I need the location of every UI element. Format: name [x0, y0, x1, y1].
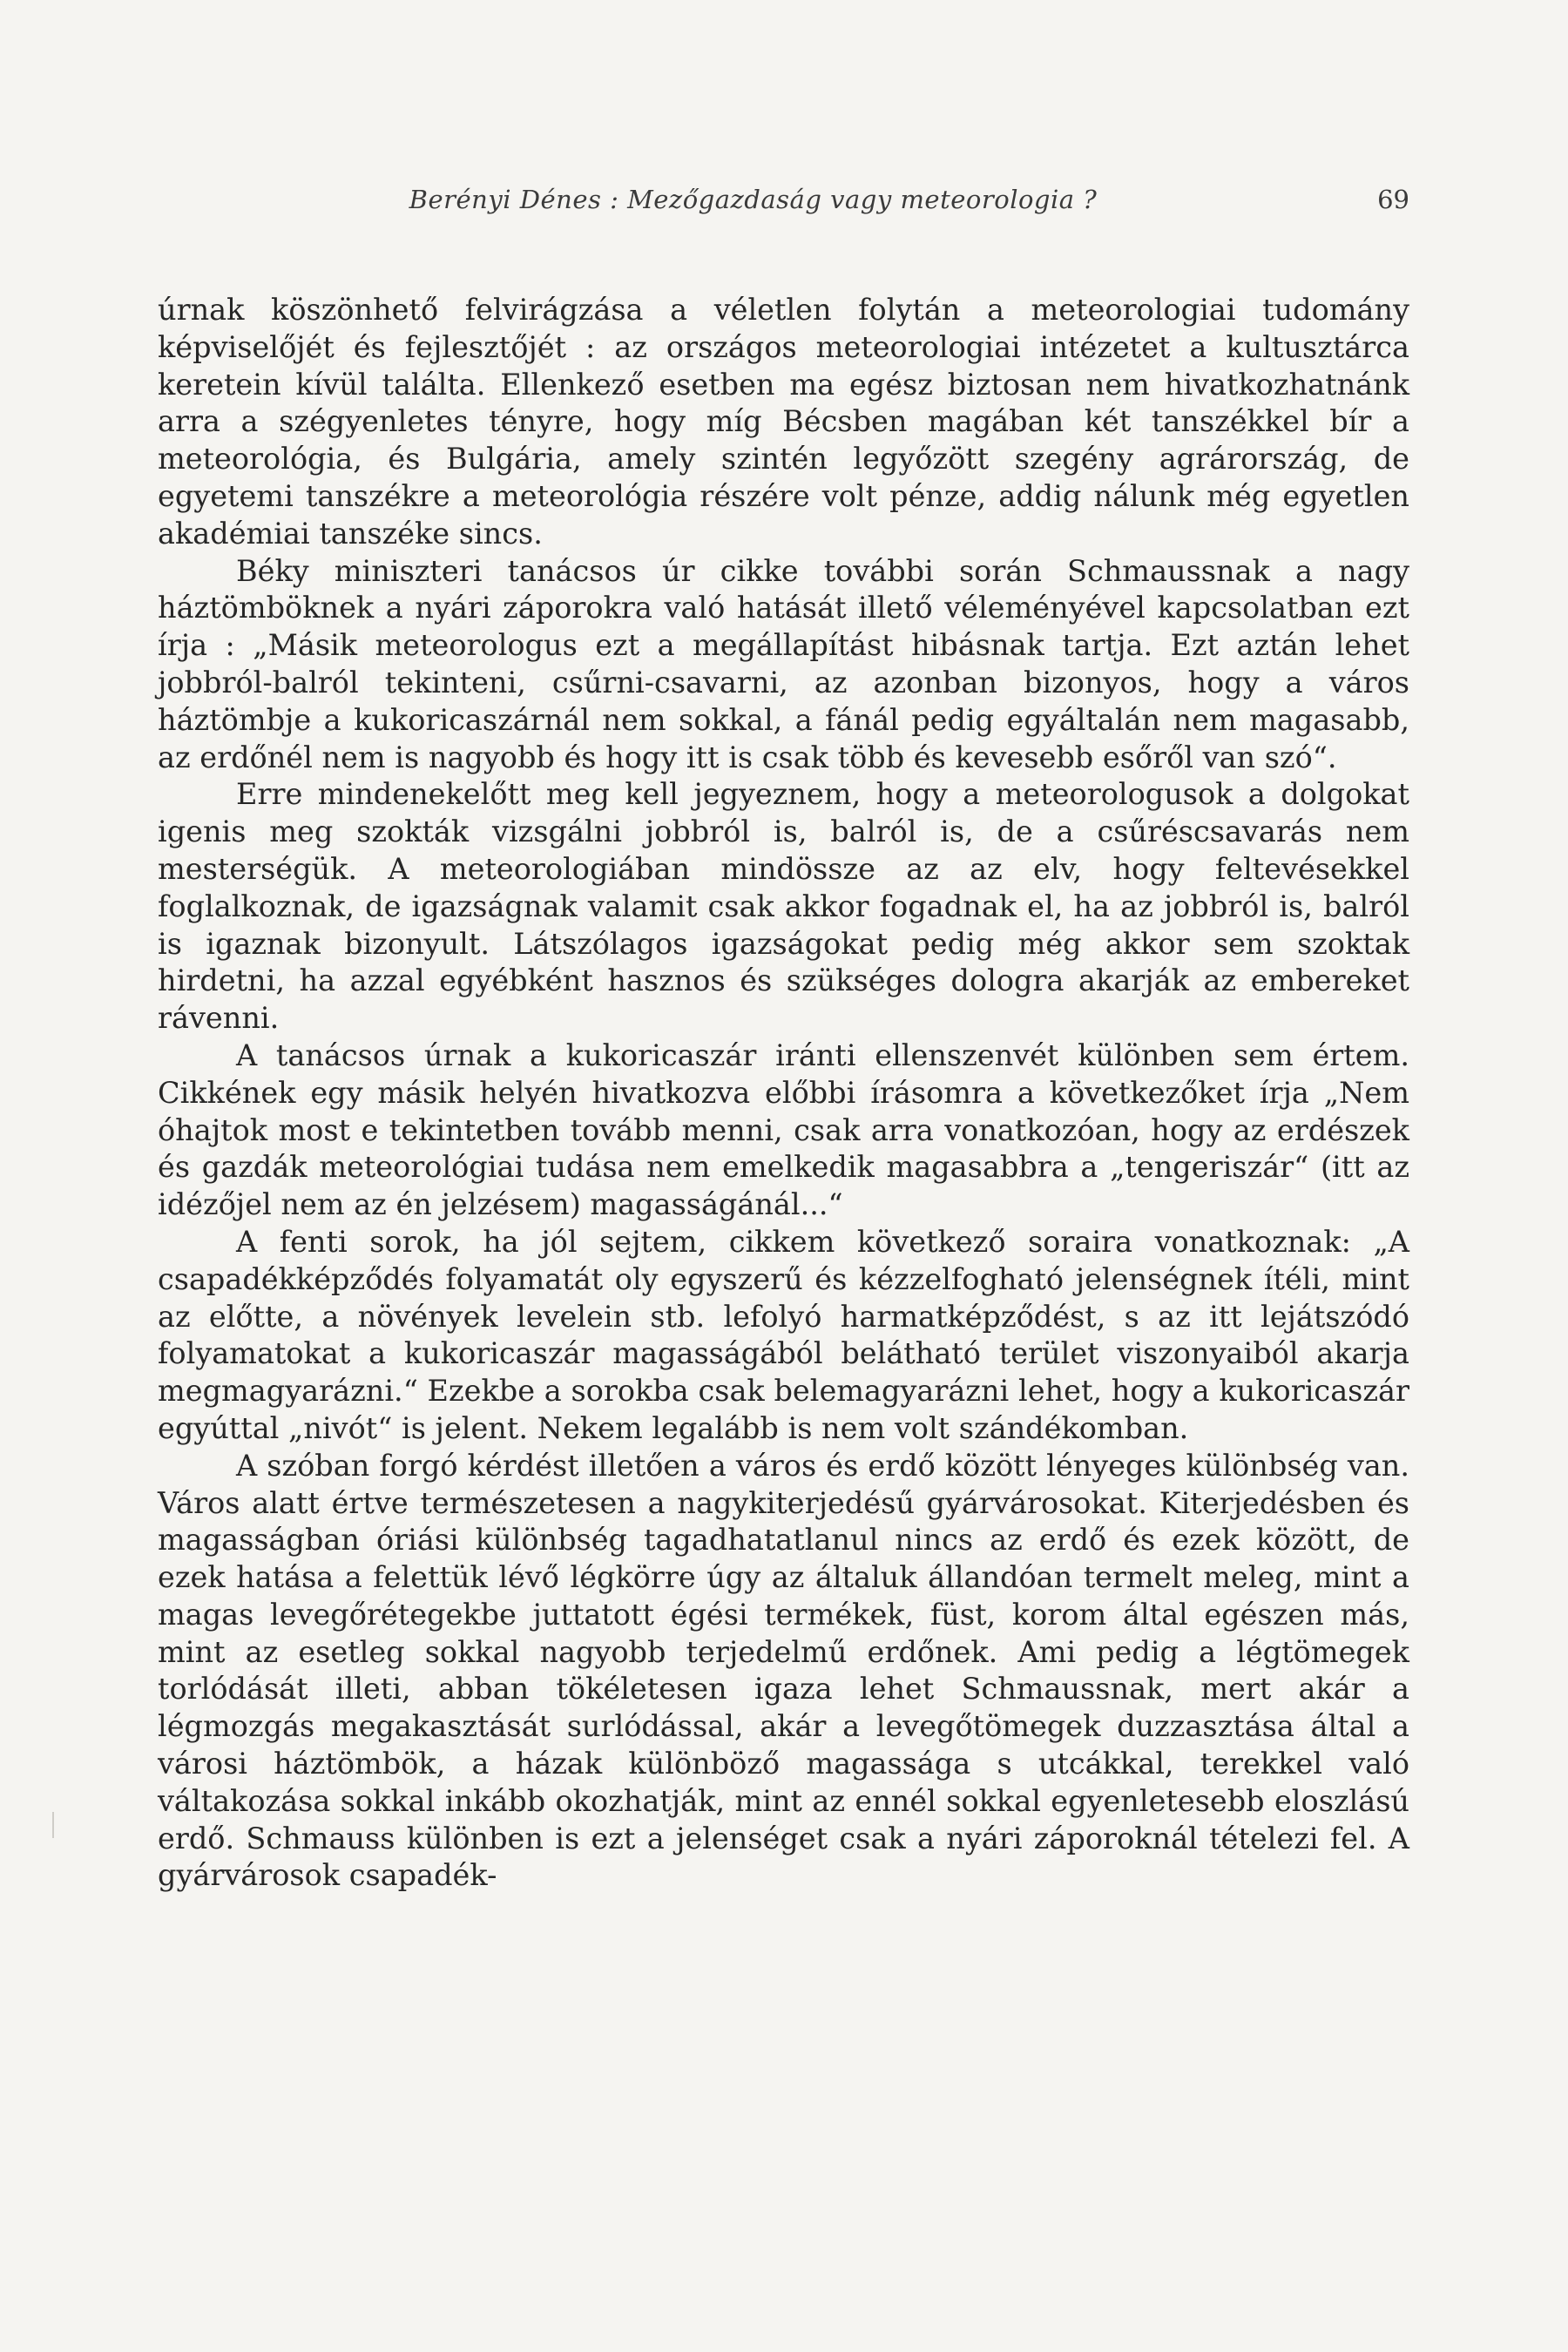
paragraph-2: Béky miniszteri tanácsos úr cikke további során Schmaussnak a nagy háztömböknek a nyári záporokra való hatását illető véleményével kapcsolatban ezt írja : „Másik meteorologus ezt a megállapítást hibásnak tartja. Ezt aztán lehet jobbról-balról tekinteni, csűrni-csavarni, az azonban bizonyos, hogy a város háztömbje a kukoricaszárnál nem sokkal, a fánál pedig egyáltalán nem magasabb, az erdőnél nem is nagyobb és hogy itt is csak több és kevesebb esőről van szó“. — [158, 553, 1409, 774]
body-text — [158, 292, 1409, 2265]
paragraph-5: A fenti sorok, ha jól sejtem, cikkem következő soraira vonatkoznak: „A csapadékképződés folyamatát oly egyszerű és kézzelfogható jelenségnek ítéli, mint az előtte, a növények levelein stb. lefolyó harmatképződést, s az itt lejátszódó folyamatokat a kukoricaszár magasságából belátható terület viszonyaiból akarja megmagyarázni.“ Ezekbe a sorokba csak belemagyarázni lehet, hogy a kukoricaszár egyúttal „nivót“ is jelent. Nekem legalább is nem volt szándékomban. — [158, 1224, 1409, 1445]
paragraph-6: A szóban forgó kérdést illetően a város és erdő között lényeges különbség van. Város alatt értve természetesen a nagykiterjedésű gyárvárosokat. Kiterjedésben és magasságban óriási különbség tagadhatatlanul nincs az erdő és ezek között, de ezek hatása a felettük lévő légkörre úgy az általuk állandóan termelt meleg, mint a magas levegőrétegekbe juttatott égési termékek, füst, korom által egészen más, mint az esetleg sokkal nagyobb terjedelmű erdőnek. Ami pedig a légtömegek torlódását illeti, abban tökéletesen igaza lehet Schmaussnak, mert akár a légmozgás megakasztását surlódással, akár a levegőtömegek duzzasztása által a városi háztömbök, a házak különböző magassága s utcákkal, terekkel való váltakozása sokkal inkább okozhatják, mint az ennél sokkal egyenletesebb eloszlású erdő. Schmauss különben is ezt a jelenséget csak a nyári záporoknál tételezi fel. A gyárvárosok csapadék- — [158, 1448, 1409, 1893]
running-title: Berényi Dénes : Mezőgazdaság vagy meteorologia ? — [409, 185, 1098, 214]
paragraph-4: A tanácsos úrnak a kukoricaszár iránti ellenszenvét különben sem értem. Cikkének egy másik helyén hivatkozva előbbi írásomra a következőket írja „Nem óhajtok most e tekintetben tovább menni, csak arra vonatkozóan, hogy az erdészek és gazdák meteorológiai tudása nem emelkedik magasabbra a „tengeriszár“ (itt az idézőjel nem az én jelzésem) magasságánál...“ — [158, 1037, 1409, 1222]
margin-mark — [52, 1812, 54, 1838]
paragraph-1: úrnak köszönhető felvirágzása a véletlen folytán a meteorologiai tudomány képviselőjét és fejlesztőjét : az országos meteorologiai intézetet a kultusztárca keretein kívül találta. Ellenkező esetben ma egész biztosan nem hivatkozhatnánk arra a szégyenletes tényre, hogy míg Bécsben magában két tanszékkel bír a meteorológia, és Bulgária, amely szintén legyőzött szegény agrárország, de egyetemi tanszékre a meteorológia részére volt pénze, addig nálunk még egyetlen akadémiai tanszéke sincs. — [158, 293, 1409, 551]
paragraph-3: Erre mindenekelőtt meg kell jegyeznem, hogy a meteorologusok a dolgokat igenis meg szokták vizsgálni jobbról is, balról is, de a csűréscsavarás nem mesterségük. A meteorologiában mindössze az az elv, hogy feltevésekkel foglalkoznak, de igazságnak valamit csak akkor fogadnak el, ha az jobbról is, balról is igaznak bizonyult. Látszólagos igazságokat pedig még akkor sem szoktak hirdetni, ha azzal egyébként hasznos és szükséges dologra akarják az embereket rávenni. — [158, 777, 1409, 1036]
running-head — [158, 179, 1409, 223]
page-number: 69 — [1377, 185, 1409, 214]
